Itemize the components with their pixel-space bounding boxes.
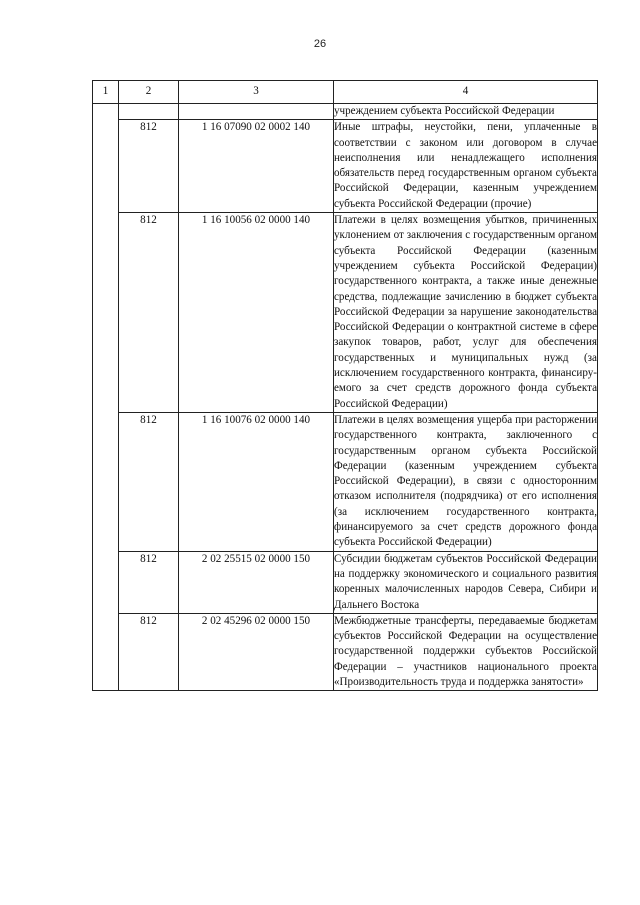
- table-row: [93, 104, 598, 120]
- kbk-code-cell: 2 02 25515 02 0000 150: [179, 551, 334, 613]
- kbk-code-cell: [179, 104, 334, 120]
- kbk-code-cell: 1 16 07090 02 0002 140: [179, 120, 334, 213]
- revenue-codes-table: [92, 80, 598, 691]
- column-header-1: 1: [93, 81, 119, 104]
- description-cell: Платежи в целях возмещения убытков, причиненных уклонением от заключения с государственным органом субъекта Российской Федерации (казенным учреждением субъекта Российской Федерации) государственного контракта, а также иные денежные средства, подлежащие зачислению в бюджет субъекта Российской Федерации за нарушение законодательства Российской Федерации о контрактной системе в сфере закупок товаров, работ, услуг для обеспечения государственных и муниципальных нужд (за исключением государственного контракта, финансируемого за счет средств дорожного фонда субъекта Российской Федерации): [334, 213, 598, 413]
- table-row: [93, 120, 598, 213]
- admin-code-cell: 812: [119, 213, 179, 413]
- table-row: [93, 412, 598, 551]
- admin-code-cell: 812: [119, 412, 179, 551]
- description-cell: Иные штрафы, неустойки, пени, уплаченные в соответствии с законом или договором в случае неисполнения или ненадлежащего исполнения обязательств перед государственным органом субъекта Российской Федерации, казенным учреждением субъекта Российской Федерации (прочие): [334, 120, 598, 213]
- merged-column-1-cell: [93, 104, 119, 691]
- kbk-code-cell: 1 16 10076 02 0000 140: [179, 412, 334, 551]
- kbk-code-cell: 1 16 10056 02 0000 140: [179, 213, 334, 413]
- table-row: [93, 613, 598, 690]
- table-row: [93, 551, 598, 613]
- kbk-code-cell: 2 02 45296 02 0000 150: [179, 613, 334, 690]
- admin-code-cell: 812: [119, 551, 179, 613]
- table-row: [93, 213, 598, 413]
- description-cell: Межбюджетные трансферты, передаваемые бюджетам субъектов Российской Федерации на осуществление государственной поддержки субъектов Российской Федерации – участников национального проекта «Производительность труда и поддержка занятости»: [334, 613, 598, 690]
- description-cell: Платежи в целях возмещения ущерба при расторжении государственного контракта, заключенного с государственным органом субъекта Российской Федерации (казенным учреждением субъекта Российской Федерации), в связи с односторонним отказом исполнителя (подрядчика) от его исполнения (за исключением государственного контракта, финансируемого за счет средств дорожного фонда субъекта Российской Федерации): [334, 412, 598, 551]
- description-cell: учреждением субъекта Российской Федерации: [334, 104, 598, 120]
- column-header-4: 4: [334, 81, 598, 104]
- column-header-3: 3: [179, 81, 334, 104]
- admin-code-cell: 812: [119, 120, 179, 213]
- admin-code-cell: [119, 104, 179, 120]
- admin-code-cell: 812: [119, 613, 179, 690]
- column-header-2: 2: [119, 81, 179, 104]
- table-header-row: [93, 81, 598, 104]
- description-cell: Субсидии бюджетам субъектов Российской Федерации на поддержку экономического и социального развития коренных малочисленных народов Севера, Сибири и Дальнего Востока: [334, 551, 598, 613]
- page-number: 26: [313, 38, 327, 50]
